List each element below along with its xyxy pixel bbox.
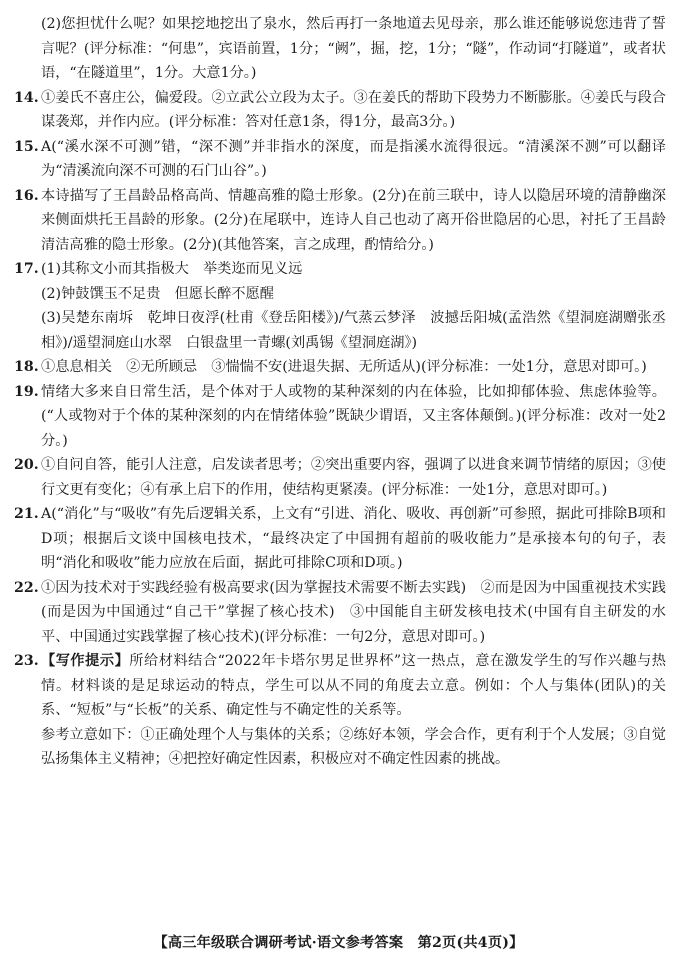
reference-ideas: 参考立意如下：①正确处理个人与集体的关系；②练好本领，学会合作，更有利于个人发展；③自觉弘扬集体主义精神；④把控好确定性因素，积极应对不确定性因素的挑战。 bbox=[41, 726, 666, 767]
answer-21 bbox=[14, 502, 666, 576]
answer-17 bbox=[14, 257, 666, 355]
item-text bbox=[41, 649, 666, 723]
answer-18 bbox=[14, 355, 666, 380]
item-number: 14. bbox=[14, 89, 39, 106]
answer-23 bbox=[14, 649, 666, 723]
item-number: 15. bbox=[14, 138, 39, 155]
item-text: 本诗描写了王昌龄品格高尚、情趣高雅的隐士形象。(2分)在前三联中，诗人以隐居环境的清静幽深来侧面烘托王昌龄的形象。(2分)在尾联中，连诗人自己也动了离开俗世隐居的心思，衬托了王昌龄清洁高雅的隐士形象。(2分)(其他答案，言之成理，酌情给分。) bbox=[41, 187, 666, 253]
answer-17-3: (3)吴楚东南坼 乾坤日夜浮(杜甫《登岳阳楼》)/气蒸云梦泽 波撼岳阳城(孟浩然《望洞庭湖赠张丞相》)/遥望洞庭山水翠 白银盘里一青螺(刘禹锡《望洞庭湖》) bbox=[41, 310, 666, 351]
writing-tip-text: 所给材料结合“2022年卡塔尔男足世界杯”这一热点，意在激发学生的写作兴趣与热情。材料谈的是足球运动的特点，学生可以从不同的角度去立意。例如：个人与集体(团队)的关系、“短板”与“长板”的关系、确定性与不确定性的关系等。 bbox=[41, 653, 666, 718]
answer-22 bbox=[14, 576, 666, 650]
answer-20 bbox=[14, 453, 666, 502]
item-number: 17. bbox=[14, 261, 39, 277]
item-text: (2)您担忧什么呢？如果挖地挖出了泉水，然后再打一条地道去见母亲，那么谁还能够说您违背了誓言呢？(评分标准：“何患”，宾语前置，1分；“阙”，掘，挖，1分；“隧”，作动词“打隧道”，或者状语，“在隧道里”，1分。大意1分。) bbox=[41, 16, 666, 81]
item-number: 16. bbox=[14, 187, 39, 204]
answer-13-2 bbox=[14, 12, 666, 86]
item-text: ①自问自答，能引人注意，启发读者思考；②突出重要内容，强调了以进食来调节情绪的原因；③使行文更有变化；④有承上启下的作用，使结构更紧凑。(评分标准：一处1分，意思对即可。) bbox=[41, 457, 666, 498]
item-number: 20. bbox=[14, 457, 39, 473]
item-text: 情绪大多来自日常生活，是个体对于人或物的某种深刻的内在体验，比如抑郁体验、焦虑体验等。(“人或物对于个体的某种深刻的内在情绪体验”既缺少谓语，又主客体颠倒。)(评分标准：改对一处2分。) bbox=[41, 383, 666, 449]
writing-tip-label: 【写作提示】 bbox=[41, 653, 130, 669]
answer-content bbox=[14, 12, 666, 772]
page-footer: 【高三年级联合调研考试·语文参考答案 第2页(共4页)】 bbox=[153, 935, 524, 951]
answer-15 bbox=[14, 135, 666, 184]
answer-19 bbox=[14, 380, 666, 454]
item-text: A(“溪水深不可测”错，“深不测”并非指水的深度，而是指溪水流得很远。“清溪深不测”可以翻译为“清溪流向深不可测的石门山谷”。) bbox=[41, 138, 666, 179]
answer-17-2: (2)钟鼓馔玉不足贵 但愿长醉不愿醒 bbox=[41, 285, 274, 302]
item-number: 19. bbox=[14, 383, 39, 400]
item-number: 21. bbox=[14, 506, 39, 522]
answer-14 bbox=[14, 86, 666, 135]
item-text: ①息息相关 ②无所顾忌 ③惴惴不安(进退失据、无所适从)(评分标准：一处1分，意思对即可。) bbox=[41, 359, 647, 375]
item-number: 18. bbox=[14, 359, 39, 375]
item-text: ①因为技术对于实践经验有极高要求(因为掌握技术需要不断去实践) ②而是因为中国重视技术实践(而是因为中国通过“自己干”掌握了核心技术) ③中国能自主研发核电技术(中国有自主研发的水平、中国通过实践掌握了核心技术)(评分标准：一句2分，意思对即可。) bbox=[41, 579, 666, 645]
item-text bbox=[41, 257, 666, 355]
answer-17-1: (1)其称文小而其指极大 举类迩而见义远 bbox=[41, 261, 303, 277]
item-number: 22. bbox=[14, 579, 39, 596]
item-text: A(“消化”与“吸收”有先后逻辑关系，上文有“引进、消化、吸收、再创新”可参照，据此可排除B项和D项；根据后文谈中国核电技术，“最终决定了中国拥有超前的吸收能力”是承接本句的句子，表明“消化和吸收”能力应放在后面，据此可排除C项和D项。) bbox=[41, 506, 666, 571]
answer-16 bbox=[14, 184, 666, 258]
item-number: 23. bbox=[14, 653, 39, 669]
item-text: ①姜氏不喜庄公，偏爱段。②立武公立段为太子。③在姜氏的帮助下段势力不断膨胀。④姜氏与段合谋袭郑，并作内应。(评分标准：答对任意1条，得1分，最高3分。) bbox=[41, 89, 666, 130]
